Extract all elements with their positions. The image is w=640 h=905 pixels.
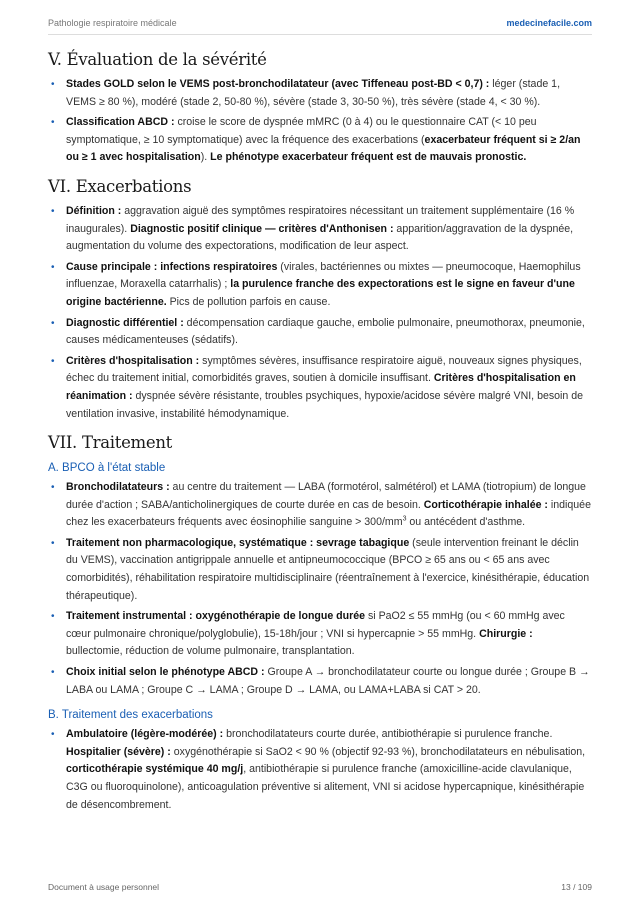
evaluation-list [48, 76, 592, 167]
page-footer [48, 879, 592, 895]
subsection-title-stable: A. BPCO à l'état stable [48, 462, 166, 475]
list-item: • Cause principale : infections respiratoires (virales, bactériennes ou mixtes — pneumocoque, Haemophilus influenzae, Moraxella catarrhalis) ; la purulence franche des expectorations est le signe en faveur d'une origine bactérienne. Pics de pollution parfois en cause. [51, 260, 581, 308]
bullet-icon: • [51, 117, 55, 129]
list-item: • Critères d'hospitalisation : symptômes sévères, insuffisance respiratoire aiguë, nouveaux signes physiques, échec du traitement initial, comorbidités graves, soutien à domicile insuffisant. Critères d'hospitalisation en réanimation : dyspnée sévère résistante, troubles psychiques, hypoxie/acidose sévère malgré VNI, besoin de ventilation invasive, instabilité hémodynamique. [51, 354, 584, 420]
bullet-icon: • [51, 537, 55, 549]
page-header [48, 12, 592, 35]
bullet-icon: • [51, 317, 55, 329]
list-item: • Stades GOLD selon le VEMS post-bronchodilatateur (avec Tiffeneau post-BD < 0,7) : léger (stade 1, VEMS ≥ 80 %), modéré (stade 2, 50-80 %), sévère (stade 3, 30-50 %), très sévère (stade 4, < 30 %). [51, 78, 561, 108]
stable-treatment-list [48, 479, 592, 699]
site-link[interactable]: medecinefacile.com [506, 18, 592, 28]
bullet-icon: • [51, 667, 55, 679]
section-title-exacerbations: VI. Exacerbations [48, 176, 192, 196]
exacerbation-treatment-list [48, 726, 592, 814]
list-item: • Classification ABCD : croise le score de dyspnée mMRC (0 à 4) ou le questionnaire CAT (< 10 peu symptomatique, ≥ 10 symptomatique) avec la fréquence des exacerbations (exacerbateur fréquent si ≥ 2/an ou ≥ 1 avec hospitalisation). Le phénotype exacerbateur fréquent est de mauvais pronostic. [51, 116, 581, 164]
list-item: • Ambulatoire (légère-modérée) : bronchodilatateurs courte durée, antibiothérapie si purulence franche. Hospitalier (sévère) : oxygénothérapie si SaO2 < 90 % (objectif 92-93 %), bronchodilatateurs en nébulisation, corticothérapie systémique 40 mg/j, antibiothérapie si purulence franche (amoxicilline-acide clavulanique, C3G ou fluoroquinolone), anticoagulation préventive si alitement, VNI si acidose hypercapnique, kinésithérapie de désencombrement. [51, 728, 586, 811]
list-item: • Diagnostic différentiel : décompensation cardiaque gauche, embolie pulmonaire, pneumothorax, pneumonie, causes médicamenteuses (sédatifs). [51, 316, 585, 347]
exacerbations-list [48, 203, 592, 423]
bullet-icon: • [51, 79, 55, 90]
section-title-traitement: VII. Traitement [48, 433, 173, 453]
list-item: • Traitement instrumental : oxygénothérapie de longue durée si PaO2 ≤ 55 mmHg (ou < 60 mmHg avec cœur pulmonaire chronique/polyglobulie), 15-18h/jour ; VNI si hypercapnie > 55 mmHg. Chirurgie : bullectomie, réduction de volume pulmonaire, transplantation. [51, 610, 565, 658]
bullet-icon: • [51, 355, 55, 367]
page-content [48, 44, 592, 817]
bullet-icon: • [51, 205, 55, 217]
page-number: 13 / 109 [561, 882, 592, 892]
footer-note: Document à usage personnel [48, 882, 160, 892]
bullet-icon: • [51, 729, 55, 741]
list-item: • Bronchodilatateurs : au centre du traitement — LABA (formotérol, salmétérol) et LAMA (tiotropium) de longue durée d'action ; SABA/anticholinergiques de courte durée en cas de besoin. Corticothérapie inhalée : indiquée chez les exacerbateurs fréquents avec éosinophilie sanguine > $300/mm^3$ ou antécédent d'asthme. [51, 481, 591, 529]
list-item: • Traitement non pharmacologique, systématique : sevrage tabagique (seule intervention freinant le déclin du VEMS), vaccination antigrippale annuelle et antipneumococcique (BPCO ≥ 65 ans ou < 65 ans avec comorbidités), réhabilitation respiratoire multidisciplinaire (réentraînement à l'exercice, kinésithérapie, éducation thérapeutique). [51, 536, 590, 602]
bullet-icon: • [51, 482, 55, 494]
list-item: • Définition : aggravation aiguë des symptômes respiratoires nécessitant un traitement supplémentaire (16 % inaugurales). Diagnostic positif clinique — critères d'Anthonisen : apparition/aggravation de la dyspnée, augmentation du volume des expectorations, modification de leur aspect. [51, 204, 575, 253]
bullet-icon: • [51, 611, 55, 623]
list-item: • Choix initial selon le phénotype ABCD : Groupe A → bronchodilatateur courte ou longue durée ; Groupe B → LABA ou LAMA ; Groupe C → LAMA ; Groupe D → LAMA, ou LAMA+LABA si CAT > 20. [51, 666, 590, 696]
subsection-title-exacerbations: B. Traitement des exacerbations [48, 709, 213, 722]
document-title: Pathologie respiratoire médicale [48, 18, 177, 28]
section-title-evaluation: V. Évaluation de la sévérité [48, 50, 267, 69]
bullet-icon: • [51, 261, 55, 273]
